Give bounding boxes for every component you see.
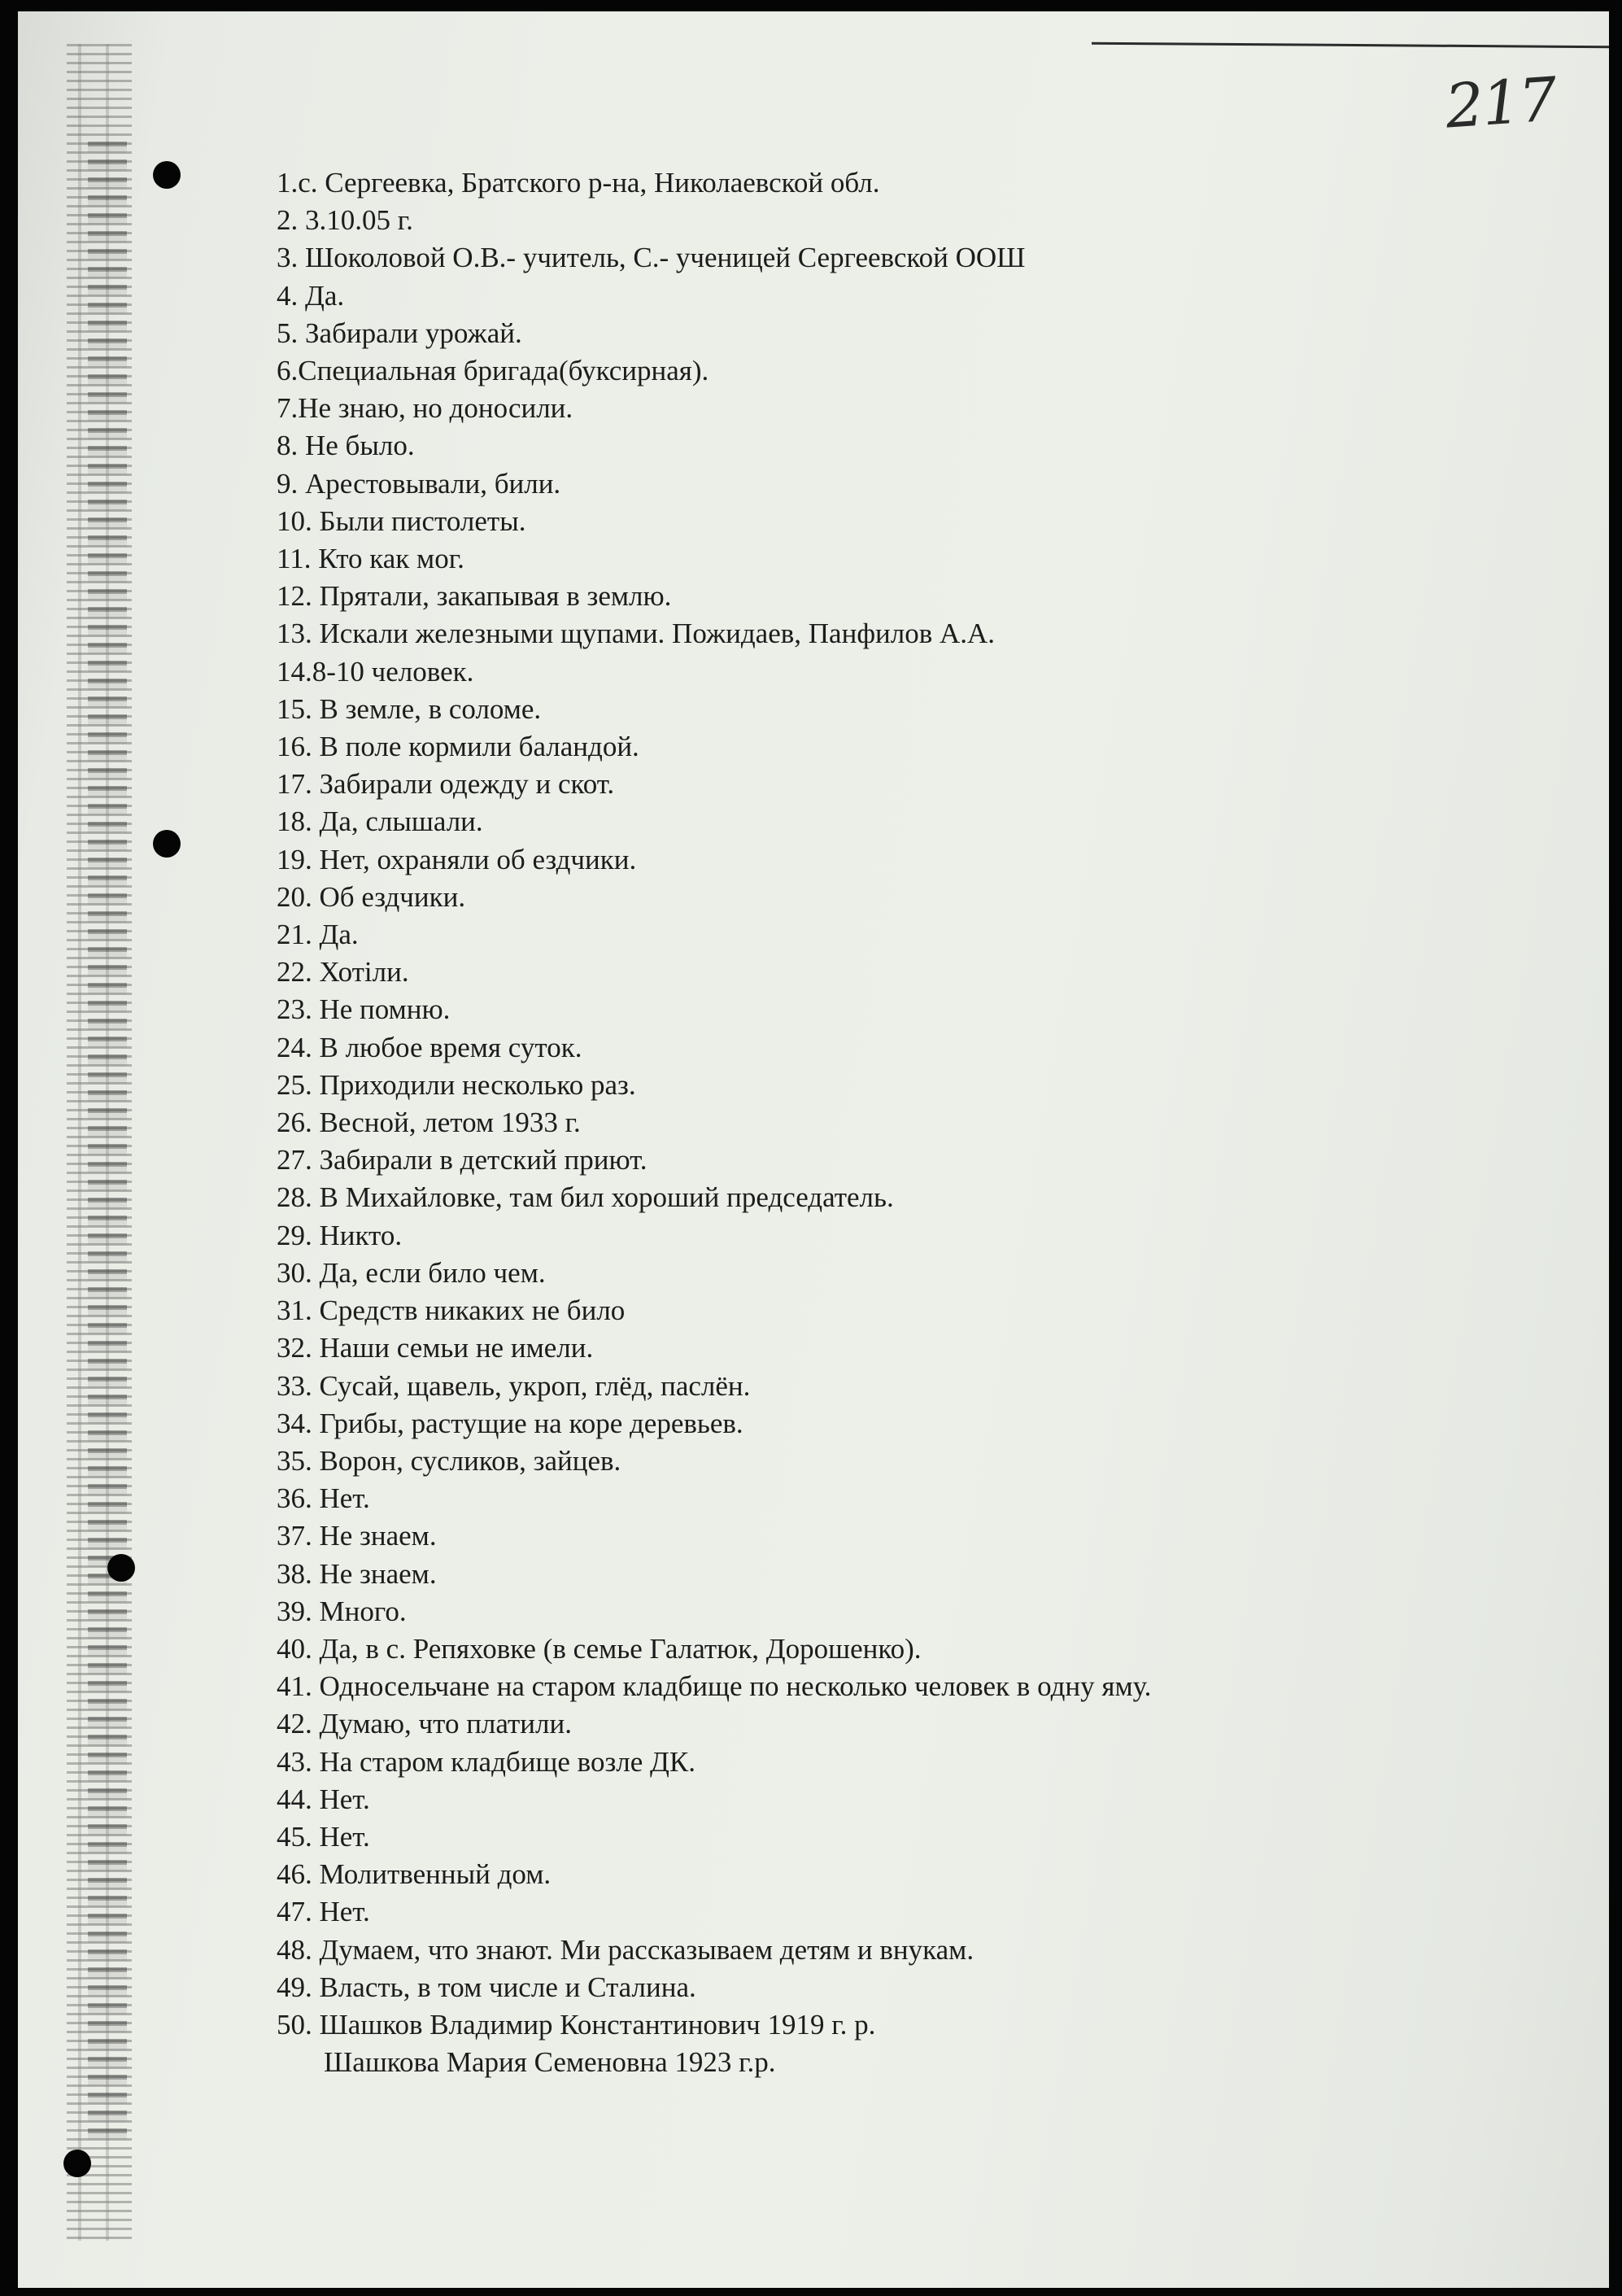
answer-item: 6.Специальная бригада(буксирная). xyxy=(277,355,709,387)
answer-item: 33. Сусай, щавель, укроп, глёд, паслён. xyxy=(277,1369,751,1402)
answer-item: 19. Нет, охраняли об ездчики. xyxy=(277,843,637,875)
answer-item: 38. Не знаем. xyxy=(277,1557,437,1590)
answer-item: 10. Были пистолеты. xyxy=(277,504,526,537)
answer-item: 21. Да. xyxy=(277,919,359,951)
answer-item: 31. Средств никаких не било xyxy=(277,1294,626,1327)
scan-noise-strip-dark xyxy=(88,142,127,2143)
answer-item: 16. В поле кормили баландой. xyxy=(277,731,639,763)
answer-item: 7.Не знаю, но доносили. xyxy=(277,392,573,425)
answer-item: 34. Грибы, растущие на коре деревьев. xyxy=(277,1407,743,1439)
answer-item: 4. Да. xyxy=(277,279,345,312)
answer-item: 47. Нет. xyxy=(277,1896,370,1928)
answer-item: 22. Хотіли. xyxy=(277,956,409,989)
answer-item: 12. Прятали, закапывая в землю. xyxy=(277,580,672,613)
answer-item: 8. Не было. xyxy=(277,430,415,462)
answer-item: 14.8-10 человек. xyxy=(277,655,474,687)
paper-sheet xyxy=(18,11,1609,2288)
answer-item: 36. Нет. xyxy=(277,1482,370,1515)
answer-item: 32. Наши семьи не имели. xyxy=(277,1332,594,1364)
punch-hole-icon xyxy=(153,161,181,189)
answer-item: 46. Молитвенный дом. xyxy=(277,1858,552,1891)
answer-item: 20. Об ездчики. xyxy=(277,880,466,913)
answer-item: 44. Нет. xyxy=(277,1783,370,1815)
handwritten-page-number: 217 xyxy=(1443,64,1559,142)
answer-item: 9. Арестовывали, били. xyxy=(277,467,561,500)
answer-item: 49. Власть, в том числе и Сталина. xyxy=(277,1971,696,2003)
answer-item: 24. В любое время суток. xyxy=(277,1031,582,1063)
answer-item: 26. Весной, летом 1933 г. xyxy=(277,1107,581,1139)
answer-item: 45. Нет. xyxy=(277,1820,370,1853)
answer-item: 37. Не знаем. xyxy=(277,1520,437,1552)
punch-hole-icon xyxy=(107,1554,135,1582)
answer-item: 29. Никто. xyxy=(277,1219,403,1251)
answer-item: 11. Кто как мог. xyxy=(277,543,464,575)
answer-item: 25. Приходили несколько раз. xyxy=(277,1068,636,1101)
answer-item: 18. Да, слышали. xyxy=(277,805,483,838)
answer-item: 2. 3.10.05 г. xyxy=(277,204,413,237)
answer-item: 28. В Михайловке, там бил хороший председатель. xyxy=(277,1181,894,1214)
answer-item-continuation: Шашкова Мария Семеновна 1923 г.р. xyxy=(324,2046,776,2079)
answer-item: 35. Ворон, сусликов, зайцев. xyxy=(277,1444,621,1477)
answer-item: 50. Шашков Владимир Константинович 1919 г. р. xyxy=(277,2008,876,2041)
punch-hole-icon xyxy=(63,2150,91,2177)
answer-item: 41. Односельчане на старом кладбище по несколько человек в одну яму. xyxy=(277,1670,1152,1703)
answer-item: 27. Забирали в детский приют. xyxy=(277,1144,647,1176)
answer-item: 23. Не помню. xyxy=(277,993,451,1026)
answer-item: 17. Забирали одежду и скот. xyxy=(277,768,615,801)
top-rule-line xyxy=(1092,42,1609,48)
answers-list xyxy=(277,164,1151,2081)
answer-item: 13. Искали железными щупами. Пожидаев, Панфилов А.А. xyxy=(277,618,996,650)
answer-item: 42. Думаю, что платили. xyxy=(277,1708,572,1740)
answer-item: 1.с. Сергеевка, Братского р-на, Николаевской обл. xyxy=(277,167,880,199)
answer-item: 48. Думаем, что знают. Ми рассказываем детям и внукам. xyxy=(277,1933,975,1966)
punch-hole-icon xyxy=(153,830,181,858)
answer-item: 5. Забирали урожай. xyxy=(277,316,522,349)
answer-item: 30. Да, если било чем. xyxy=(277,1256,546,1289)
answer-item: 3. Шоколовой О.В.- учитель, С.- ученицей Сергеевской ООШ xyxy=(277,242,1026,274)
answer-item: 40. Да, в с. Репяховке (в семье Галатюк, Дорошенко). xyxy=(277,1632,922,1665)
answer-item: 15. В земле, в соломе. xyxy=(277,692,542,725)
answer-item: 39. Много. xyxy=(277,1595,407,1627)
answer-item: 43. На старом кладбище возле ДК. xyxy=(277,1745,696,1778)
